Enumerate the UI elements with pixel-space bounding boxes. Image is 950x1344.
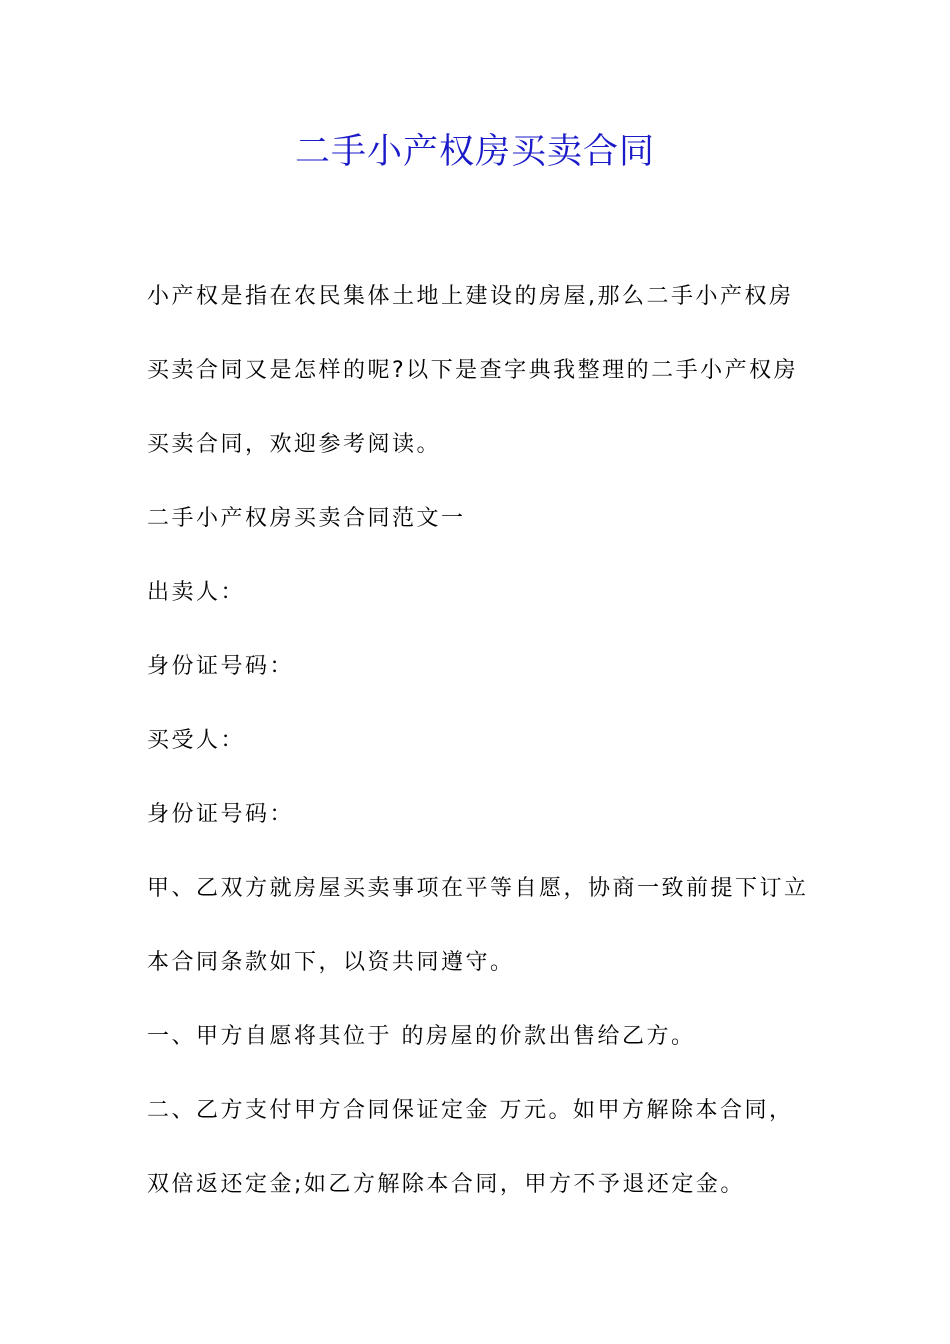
section-heading: 二手小产权房买卖合同范文一 (147, 506, 466, 531)
intro-paragraph: 小产权是指在农民集体土地上建设的房屋,那么二手小产权房买卖合同又是怎样的呢?以下是查字典我整理的二手小产权房买卖合同，欢迎参考阅读。 (147, 284, 799, 457)
document-body (147, 260, 812, 1222)
buyer-line: 买受人： (147, 728, 246, 753)
document-title: 二手小产权房买卖合同 (294, 132, 655, 172)
seller-line: 出卖人： (147, 580, 246, 605)
clause-1: 一、甲方自愿将其位于 的房屋的价款出售给乙方。 (147, 1024, 696, 1049)
seller-id-line: 身份证号码： (147, 654, 295, 679)
preamble-paragraph: 甲、乙双方就房屋买卖事项在平等自愿，协商一致前提下订立本合同条款如下，以资共同遵守。 (147, 876, 809, 975)
buyer-id-line: 身份证号码： (147, 802, 295, 827)
clause-2: 二、乙方支付甲方合同保证定金 万元。如甲方解除本合同，双倍返还定金;如乙方解除本合同，甲方不予退还定金。 (147, 1098, 794, 1197)
